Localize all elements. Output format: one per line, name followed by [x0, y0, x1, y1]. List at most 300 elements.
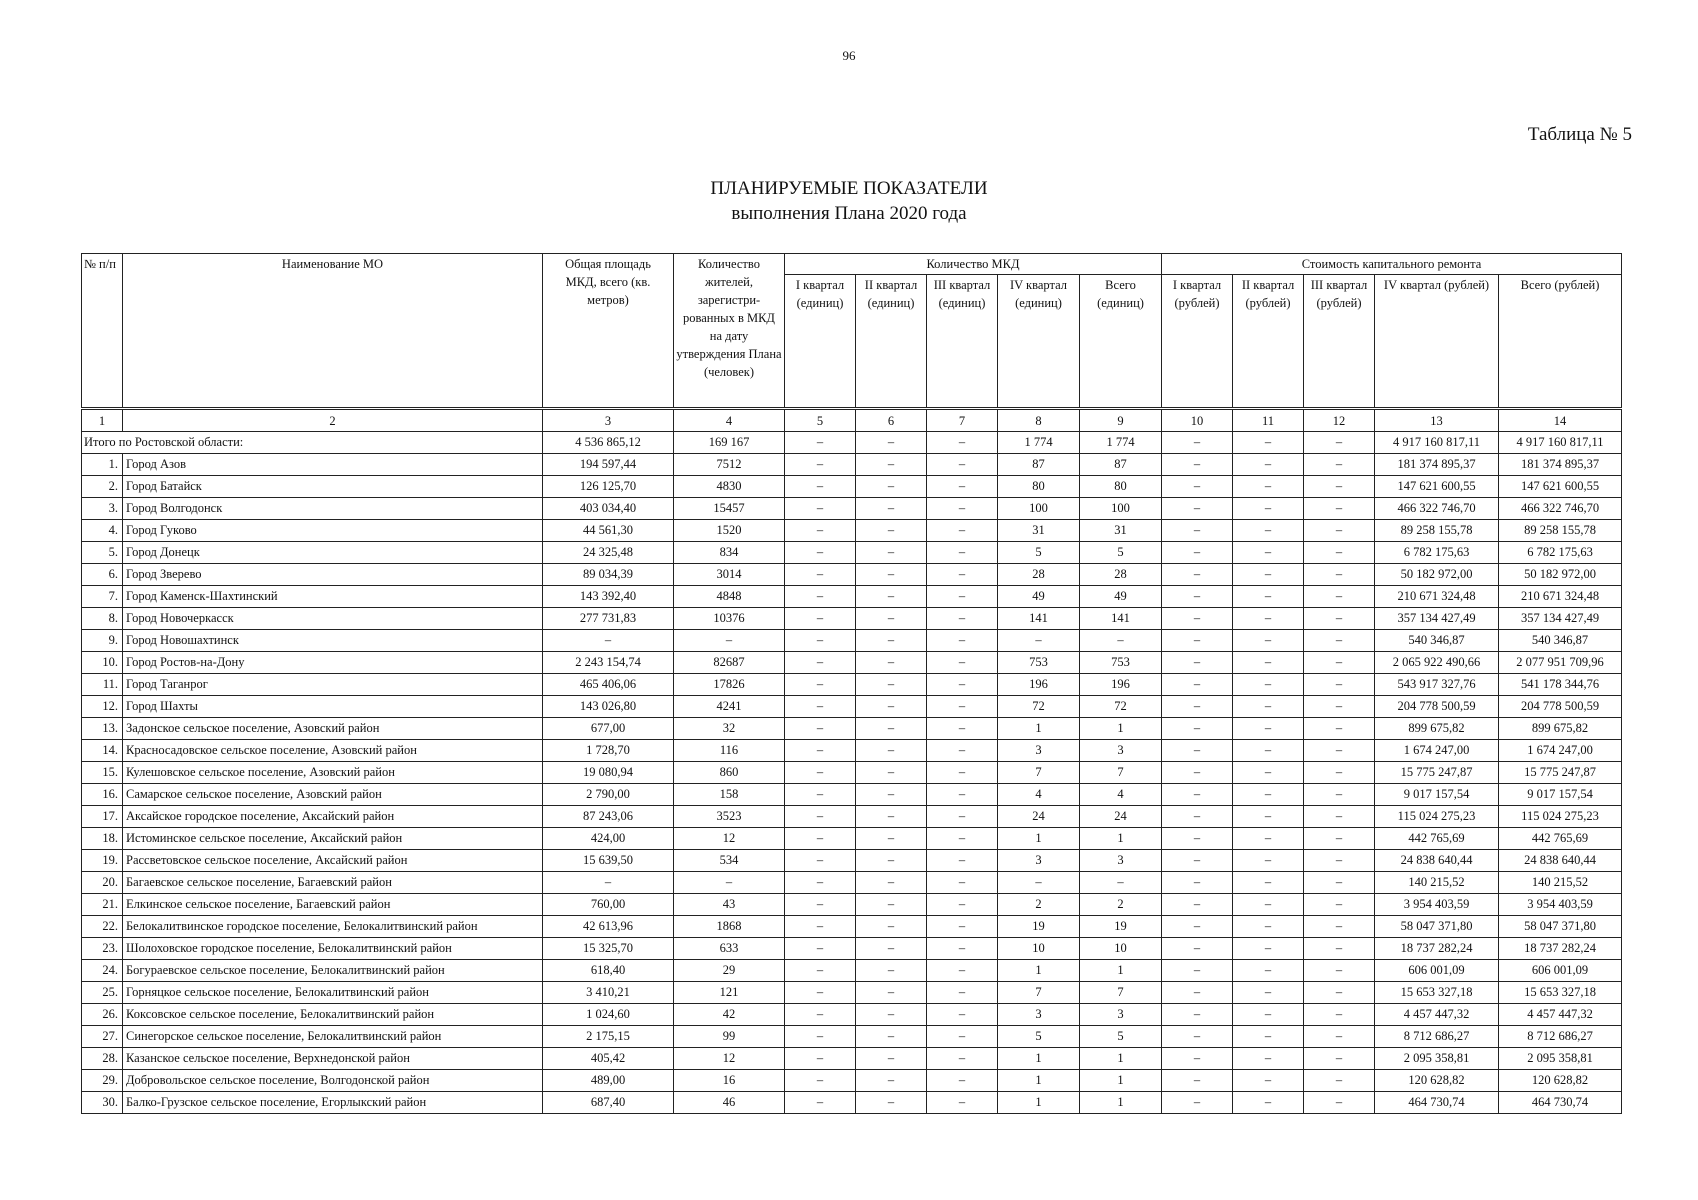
municipality-name: Город Каменск-Шахтинский: [123, 586, 543, 608]
cell-cost-q1: –: [1162, 674, 1233, 696]
cell-cost-q3: –: [1304, 960, 1375, 982]
cell-mkd-total: 1: [1080, 1048, 1162, 1070]
column-number: 6: [856, 409, 927, 432]
cell-mkd-q3: –: [927, 872, 998, 894]
column-number: 9: [1080, 409, 1162, 432]
row-number: 26.: [82, 1004, 123, 1026]
cell-mkd-q4: 2: [998, 894, 1080, 916]
cell-residents: 7512: [674, 454, 785, 476]
row-number: 4.: [82, 520, 123, 542]
col-header-residents: Количество жителей, зарегистри-рованных в МКД на дату утверждения Плана (человек): [674, 254, 785, 409]
cell-cost-q1: –: [1162, 652, 1233, 674]
row-number: 17.: [82, 806, 123, 828]
cell-mkd-q4: 7: [998, 762, 1080, 784]
cell-cost-total: 24 838 640,44: [1499, 850, 1622, 872]
cell-cost-q4: 540 346,87: [1375, 630, 1499, 652]
col-header-cost-q4: IV квартал (рублей): [1375, 275, 1499, 409]
cell-mkd-q1: –: [785, 1048, 856, 1070]
cell-mkd-q1: –: [785, 586, 856, 608]
cell-residents: 17826: [674, 674, 785, 696]
total-mkd-q4: 1 774: [998, 432, 1080, 454]
cell-mkd-q4: 5: [998, 542, 1080, 564]
cell-mkd-q1: –: [785, 718, 856, 740]
cell-area: 277 731,83: [543, 608, 674, 630]
cell-mkd-total: 3: [1080, 740, 1162, 762]
cell-mkd-q4: 24: [998, 806, 1080, 828]
table-row: [82, 652, 1622, 674]
title-line: ПЛАНИРУЕМЫЕ ПОКАЗАТЕЛИ: [710, 178, 988, 199]
cell-mkd-total: 1: [1080, 960, 1162, 982]
cell-mkd-total: 753: [1080, 652, 1162, 674]
cell-cost-total: 210 671 324,48: [1499, 586, 1622, 608]
cell-cost-q4: 442 765,69: [1375, 828, 1499, 850]
cell-mkd-total: 7: [1080, 762, 1162, 784]
cell-mkd-q3: –: [927, 608, 998, 630]
cell-mkd-total: 24: [1080, 806, 1162, 828]
row-number: 9.: [82, 630, 123, 652]
row-number: 25.: [82, 982, 123, 1004]
municipality-name: Задонское сельское поселение, Азовский район: [123, 718, 543, 740]
cell-cost-total: 18 737 282,24: [1499, 938, 1622, 960]
cell-cost-q1: –: [1162, 960, 1233, 982]
cell-mkd-total: 3: [1080, 850, 1162, 872]
cell-cost-q2: –: [1233, 542, 1304, 564]
table-row: [82, 674, 1622, 696]
cell-residents: 46: [674, 1092, 785, 1114]
cell-mkd-total: 19: [1080, 916, 1162, 938]
cell-cost-q2: –: [1233, 740, 1304, 762]
cell-area: 1 728,70: [543, 740, 674, 762]
cell-cost-total: 1 674 247,00: [1499, 740, 1622, 762]
cell-mkd-q2: –: [856, 872, 927, 894]
cell-mkd-total: 72: [1080, 696, 1162, 718]
cell-mkd-q1: –: [785, 784, 856, 806]
table-row: [82, 498, 1622, 520]
cell-residents: –: [674, 872, 785, 894]
cell-mkd-q1: –: [785, 916, 856, 938]
cell-cost-q3: –: [1304, 938, 1375, 960]
row-number: 24.: [82, 960, 123, 982]
municipality-name: Самарское сельское поселение, Азовский район: [123, 784, 543, 806]
cell-area: 687,40: [543, 1092, 674, 1114]
cell-mkd-q3: –: [927, 894, 998, 916]
cell-area: 143 026,80: [543, 696, 674, 718]
municipality-name: Город Донецк: [123, 542, 543, 564]
cell-mkd-q4: 196: [998, 674, 1080, 696]
cell-cost-q2: –: [1233, 872, 1304, 894]
row-number: 28.: [82, 1048, 123, 1070]
cell-mkd-q1: –: [785, 520, 856, 542]
cell-cost-q3: –: [1304, 740, 1375, 762]
row-number: 16.: [82, 784, 123, 806]
cell-cost-q2: –: [1233, 586, 1304, 608]
table-row: [82, 1070, 1622, 1092]
cell-cost-q4: 899 675,82: [1375, 718, 1499, 740]
municipality-name: Коксовское сельское поселение, Белокалитвинский район: [123, 1004, 543, 1026]
column-number: 2: [123, 409, 543, 432]
cell-cost-total: 204 778 500,59: [1499, 696, 1622, 718]
cell-cost-q1: –: [1162, 454, 1233, 476]
cell-cost-q1: –: [1162, 718, 1233, 740]
cell-cost-q3: –: [1304, 784, 1375, 806]
cell-cost-q4: 2 095 358,81: [1375, 1048, 1499, 1070]
cell-cost-total: 466 322 746,70: [1499, 498, 1622, 520]
table-row: [82, 894, 1622, 916]
row-number: 21.: [82, 894, 123, 916]
cell-cost-total: 4 457 447,32: [1499, 1004, 1622, 1026]
cell-mkd-q1: –: [785, 652, 856, 674]
cell-cost-q2: –: [1233, 938, 1304, 960]
cell-cost-q2: –: [1233, 674, 1304, 696]
cell-cost-q4: 181 374 895,37: [1375, 454, 1499, 476]
cell-mkd-q3: –: [927, 1092, 998, 1114]
cell-cost-q1: –: [1162, 916, 1233, 938]
cell-mkd-total: 3: [1080, 1004, 1162, 1026]
cell-cost-total: 540 346,87: [1499, 630, 1622, 652]
cell-mkd-q1: –: [785, 454, 856, 476]
cell-mkd-q2: –: [856, 696, 927, 718]
total-cost-total: 4 917 160 817,11: [1499, 432, 1622, 454]
col-header-mkd-total: Всего (единиц): [1080, 275, 1162, 409]
column-number: 12: [1304, 409, 1375, 432]
cell-cost-q3: –: [1304, 564, 1375, 586]
total-label: Итого по Ростовской области:: [82, 432, 543, 454]
table-row: [82, 916, 1622, 938]
cell-cost-q1: –: [1162, 696, 1233, 718]
cell-mkd-total: 7: [1080, 982, 1162, 1004]
column-number: 8: [998, 409, 1080, 432]
cell-cost-total: 15 653 327,18: [1499, 982, 1622, 1004]
cell-mkd-q4: 141: [998, 608, 1080, 630]
cell-mkd-q4: 72: [998, 696, 1080, 718]
col-header-cost-total: Всего (рублей): [1499, 275, 1622, 409]
cell-mkd-q4: 1: [998, 1070, 1080, 1092]
municipality-name: Город Волгодонск: [123, 498, 543, 520]
cell-mkd-q4: 3: [998, 1004, 1080, 1026]
column-number-row: [82, 409, 1622, 432]
cell-mkd-q1: –: [785, 938, 856, 960]
cell-mkd-total: 87: [1080, 454, 1162, 476]
cell-residents: 121: [674, 982, 785, 1004]
cell-mkd-q2: –: [856, 542, 927, 564]
cell-mkd-q2: –: [856, 498, 927, 520]
cell-mkd-q2: –: [856, 652, 927, 674]
cell-cost-q2: –: [1233, 1070, 1304, 1092]
cell-cost-q3: –: [1304, 476, 1375, 498]
col-header-cost-q1: I квартал (рублей): [1162, 275, 1233, 409]
cell-cost-total: 541 178 344,76: [1499, 674, 1622, 696]
cell-residents: 633: [674, 938, 785, 960]
col-header-mkd-q2: II квартал (единиц): [856, 275, 927, 409]
cell-cost-q1: –: [1162, 630, 1233, 652]
cell-residents: –: [674, 630, 785, 652]
cell-cost-q4: 2 065 922 490,66: [1375, 652, 1499, 674]
cell-residents: 99: [674, 1026, 785, 1048]
cell-cost-q1: –: [1162, 1004, 1233, 1026]
table-row: [82, 762, 1622, 784]
cell-cost-q2: –: [1233, 454, 1304, 476]
cell-mkd-q1: –: [785, 740, 856, 762]
table-row: [82, 806, 1622, 828]
table-row: [82, 872, 1622, 894]
cell-mkd-total: –: [1080, 872, 1162, 894]
cell-cost-total: 115 024 275,23: [1499, 806, 1622, 828]
cell-cost-total: 120 628,82: [1499, 1070, 1622, 1092]
cell-cost-total: 181 374 895,37: [1499, 454, 1622, 476]
cell-mkd-q1: –: [785, 476, 856, 498]
cell-residents: 32: [674, 718, 785, 740]
cell-cost-q4: 4 457 447,32: [1375, 1004, 1499, 1026]
cell-area: 2 243 154,74: [543, 652, 674, 674]
cell-mkd-total: –: [1080, 630, 1162, 652]
cell-cost-total: 89 258 155,78: [1499, 520, 1622, 542]
cell-residents: 15457: [674, 498, 785, 520]
cell-mkd-q3: –: [927, 542, 998, 564]
cell-area: 2 175,15: [543, 1026, 674, 1048]
header-row-group: [82, 254, 1622, 275]
cell-residents: 1868: [674, 916, 785, 938]
column-number: 14: [1499, 409, 1622, 432]
cell-residents: 1520: [674, 520, 785, 542]
cell-residents: 4848: [674, 586, 785, 608]
row-number: 7.: [82, 586, 123, 608]
municipality-name: Истоминское сельское поселение, Аксайский район: [123, 828, 543, 850]
cell-cost-total: 6 782 175,63: [1499, 542, 1622, 564]
total-cost-q1: –: [1162, 432, 1233, 454]
row-number: 6.: [82, 564, 123, 586]
cell-mkd-q1: –: [785, 564, 856, 586]
column-number: 1: [82, 409, 123, 432]
row-number: 12.: [82, 696, 123, 718]
indicators-table: [81, 253, 1622, 1114]
cell-mkd-q2: –: [856, 674, 927, 696]
table-row: [82, 476, 1622, 498]
municipality-name: Белокалитвинское городское поселение, Белокалитвинский район: [123, 916, 543, 938]
cell-mkd-total: 1: [1080, 828, 1162, 850]
row-number: 14.: [82, 740, 123, 762]
cell-mkd-q2: –: [856, 630, 927, 652]
cell-cost-q2: –: [1233, 894, 1304, 916]
table-row: [82, 630, 1622, 652]
cell-cost-q3: –: [1304, 586, 1375, 608]
cell-cost-q1: –: [1162, 828, 1233, 850]
cell-cost-q4: 140 215,52: [1375, 872, 1499, 894]
cell-mkd-q2: –: [856, 894, 927, 916]
table-row: [82, 938, 1622, 960]
subtitle-line: выполнения Плана 2020 года: [731, 203, 967, 224]
cell-cost-q3: –: [1304, 916, 1375, 938]
cell-mkd-q3: –: [927, 718, 998, 740]
row-number: 22.: [82, 916, 123, 938]
row-number: 3.: [82, 498, 123, 520]
cell-cost-q1: –: [1162, 586, 1233, 608]
cell-residents: 10376: [674, 608, 785, 630]
row-number: 13.: [82, 718, 123, 740]
cell-mkd-q3: –: [927, 1070, 998, 1092]
municipality-name: Казанское сельское поселение, Верхнедонской район: [123, 1048, 543, 1070]
cell-mkd-q2: –: [856, 916, 927, 938]
cell-cost-q3: –: [1304, 850, 1375, 872]
cell-cost-q2: –: [1233, 1026, 1304, 1048]
cell-cost-total: 357 134 427,49: [1499, 608, 1622, 630]
cell-mkd-q2: –: [856, 586, 927, 608]
cell-residents: 3523: [674, 806, 785, 828]
col-header-name: Наименование МО: [123, 254, 543, 409]
cell-mkd-total: 31: [1080, 520, 1162, 542]
cell-cost-total: 3 954 403,59: [1499, 894, 1622, 916]
cell-cost-q3: –: [1304, 762, 1375, 784]
row-number: 11.: [82, 674, 123, 696]
cell-cost-q1: –: [1162, 520, 1233, 542]
municipality-name: Добровольское сельское поселение, Волгодонской район: [123, 1070, 543, 1092]
cell-residents: 3014: [674, 564, 785, 586]
cell-cost-q4: 210 671 324,48: [1375, 586, 1499, 608]
cell-cost-q4: 357 134 427,49: [1375, 608, 1499, 630]
cell-mkd-q1: –: [785, 894, 856, 916]
cell-mkd-q3: –: [927, 960, 998, 982]
cell-mkd-q2: –: [856, 718, 927, 740]
cell-cost-q3: –: [1304, 1026, 1375, 1048]
cell-cost-q2: –: [1233, 520, 1304, 542]
cell-area: 424,00: [543, 828, 674, 850]
cell-cost-q3: –: [1304, 674, 1375, 696]
cell-mkd-q3: –: [927, 1048, 998, 1070]
cell-mkd-q1: –: [785, 1092, 856, 1114]
cell-mkd-q1: –: [785, 498, 856, 520]
cell-cost-q2: –: [1233, 828, 1304, 850]
cell-area: 677,00: [543, 718, 674, 740]
cell-cost-q2: –: [1233, 608, 1304, 630]
cell-mkd-total: 2: [1080, 894, 1162, 916]
cell-area: 618,40: [543, 960, 674, 982]
cell-residents: 29: [674, 960, 785, 982]
row-number: 1.: [82, 454, 123, 476]
cell-cost-q3: –: [1304, 718, 1375, 740]
row-number: 5.: [82, 542, 123, 564]
column-number: 3: [543, 409, 674, 432]
municipality-name: Елкинское сельское поселение, Багаевский район: [123, 894, 543, 916]
cell-area: 143 392,40: [543, 586, 674, 608]
municipality-name: Город Таганрог: [123, 674, 543, 696]
cell-mkd-q1: –: [785, 542, 856, 564]
row-number: 30.: [82, 1092, 123, 1114]
total-residents: 169 167: [674, 432, 785, 454]
cell-residents: 12: [674, 828, 785, 850]
cell-mkd-q2: –: [856, 520, 927, 542]
municipality-name: Город Ростов-на-Дону: [123, 652, 543, 674]
cell-cost-q1: –: [1162, 938, 1233, 960]
column-number: 11: [1233, 409, 1304, 432]
cell-cost-total: 8 712 686,27: [1499, 1026, 1622, 1048]
cell-cost-q2: –: [1233, 1004, 1304, 1026]
cell-area: 465 406,06: [543, 674, 674, 696]
row-number: 20.: [82, 872, 123, 894]
municipality-name: Шолоховское городское поселение, Белокалитвинский район: [123, 938, 543, 960]
cell-mkd-q3: –: [927, 828, 998, 850]
cell-mkd-q3: –: [927, 520, 998, 542]
cell-cost-q4: 147 621 600,55: [1375, 476, 1499, 498]
cell-mkd-total: 1: [1080, 1092, 1162, 1114]
cell-area: 760,00: [543, 894, 674, 916]
cell-cost-total: 442 765,69: [1499, 828, 1622, 850]
cell-area: –: [543, 872, 674, 894]
cell-mkd-q3: –: [927, 982, 998, 1004]
cell-mkd-q1: –: [785, 608, 856, 630]
municipality-name: Город Азов: [123, 454, 543, 476]
cell-mkd-q4: 28: [998, 564, 1080, 586]
cell-mkd-q4: 49: [998, 586, 1080, 608]
cell-cost-q2: –: [1233, 718, 1304, 740]
cell-mkd-q3: –: [927, 564, 998, 586]
table-row: [82, 1092, 1622, 1114]
cell-mkd-q2: –: [856, 608, 927, 630]
cell-mkd-q3: –: [927, 652, 998, 674]
cell-cost-q2: –: [1233, 1092, 1304, 1114]
cell-mkd-q3: –: [927, 1026, 998, 1048]
cell-cost-q2: –: [1233, 564, 1304, 586]
cell-cost-q1: –: [1162, 784, 1233, 806]
cell-area: 42 613,96: [543, 916, 674, 938]
cell-mkd-q3: –: [927, 740, 998, 762]
cell-mkd-q1: –: [785, 850, 856, 872]
cell-area: –: [543, 630, 674, 652]
cell-mkd-q3: –: [927, 850, 998, 872]
cell-mkd-q3: –: [927, 454, 998, 476]
cell-mkd-q3: –: [927, 762, 998, 784]
total-cost-q4: 4 917 160 817,11: [1375, 432, 1499, 454]
cell-cost-q2: –: [1233, 762, 1304, 784]
cell-cost-q4: 9 017 157,54: [1375, 784, 1499, 806]
table-row: [82, 850, 1622, 872]
cell-cost-q2: –: [1233, 960, 1304, 982]
municipality-name: Синегорское сельское поселение, Белокалитвинский район: [123, 1026, 543, 1048]
municipality-name: Красносадовское сельское поселение, Азовский район: [123, 740, 543, 762]
cell-residents: 4241: [674, 696, 785, 718]
table-row: [82, 718, 1622, 740]
cell-area: 126 125,70: [543, 476, 674, 498]
page-number: 96: [842, 48, 856, 63]
table-row: [82, 586, 1622, 608]
cell-cost-q3: –: [1304, 982, 1375, 1004]
cell-cost-q4: 543 917 327,76: [1375, 674, 1499, 696]
cell-cost-q3: –: [1304, 696, 1375, 718]
cell-mkd-q2: –: [856, 1048, 927, 1070]
cell-mkd-q1: –: [785, 1004, 856, 1026]
cell-cost-q2: –: [1233, 850, 1304, 872]
cell-area: 2 790,00: [543, 784, 674, 806]
cell-mkd-total: 28: [1080, 564, 1162, 586]
cell-cost-q1: –: [1162, 564, 1233, 586]
cell-mkd-q1: –: [785, 982, 856, 1004]
cell-residents: 12: [674, 1048, 785, 1070]
cell-area: 403 034,40: [543, 498, 674, 520]
cell-residents: 534: [674, 850, 785, 872]
cell-residents: 158: [674, 784, 785, 806]
col-group-mkd: Количество МКД: [785, 254, 1162, 275]
cell-mkd-q4: 7: [998, 982, 1080, 1004]
row-number: 2.: [82, 476, 123, 498]
table-row: [82, 1026, 1622, 1048]
cell-mkd-q3: –: [927, 498, 998, 520]
cell-mkd-q1: –: [785, 960, 856, 982]
cell-mkd-q2: –: [856, 982, 927, 1004]
cell-mkd-q4: 100: [998, 498, 1080, 520]
col-header-mkd-q1: I квартал (единиц): [785, 275, 856, 409]
cell-cost-q3: –: [1304, 1048, 1375, 1070]
cell-cost-q4: 1 674 247,00: [1375, 740, 1499, 762]
cell-cost-q1: –: [1162, 1048, 1233, 1070]
cell-mkd-q4: 3: [998, 850, 1080, 872]
